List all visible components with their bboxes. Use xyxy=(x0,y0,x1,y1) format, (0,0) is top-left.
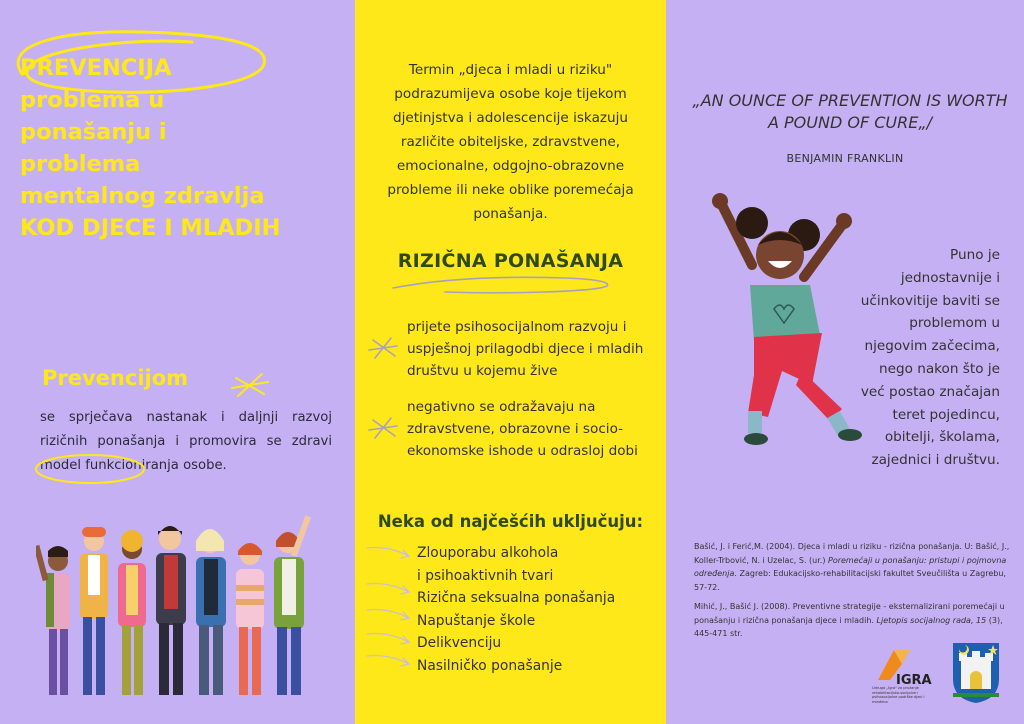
logo-text: IGRA xyxy=(896,673,932,688)
healthy-model-highlight: zdravi model xyxy=(40,434,332,473)
doodle-star-icon xyxy=(228,370,272,400)
quote-author: BENJAMIN FRANKLIN xyxy=(786,152,904,165)
risk-item: prijete psihosocijalnom razvoju i uspješnoj prilagodbi djece i mladih društvu u kojemu žive xyxy=(407,319,644,379)
prevention-text-part: funkcioniranja osobe. xyxy=(81,458,227,473)
jumping-girl-illustration xyxy=(692,185,872,485)
list-item: i psihoaktivnih tvari xyxy=(417,567,554,584)
list-item: Napuštanje škole xyxy=(417,612,536,629)
risk-item: negativno se odražavaju na zdravstvene, obrazovne i socio-ekonomske ishode u odrasloj dobi xyxy=(407,399,638,459)
main-title xyxy=(20,52,350,244)
highlight-oval xyxy=(32,451,150,487)
common-behaviours-heading: Neka od najčešćih uključuju: xyxy=(377,512,644,531)
list-item: Rizična seksualna ponašanja xyxy=(417,590,616,606)
group-of-people-illustration xyxy=(36,505,326,715)
left-panel xyxy=(0,0,355,724)
risk-behaviours-heading: RIZIČNA PONAŠANJA xyxy=(397,250,624,272)
intro-text: Termin „djeca i mladi u riziku" podrazumijeva osobe koje tijekom djetinjstva i adolescencije iskazuju različite obiteljske, zdravstvene, emocionalne, odgojno-obrazovne probleme ili neke oblike poremećaja ponašanja. xyxy=(387,62,634,222)
list-item: Zlouporabu alkohola xyxy=(417,545,559,561)
title-line: mentalnog zdravlja xyxy=(20,183,265,209)
arrow-doodles xyxy=(363,540,415,690)
reference-text: Bašić, J. i Ferić,M. (2004). Djeca i mladi u riziku - rizična ponašanja. U: Bašić, J., Koller-Trbović, N. i Uzelac, S. (ur.) xyxy=(694,542,1010,565)
reference-title: Ljetopis socijalnog rada, 15 xyxy=(876,615,987,625)
underline-squiggle xyxy=(385,268,625,298)
right-panel xyxy=(666,0,1024,724)
prevention-heading: Prevencijom xyxy=(42,366,189,390)
title-line: KOD DJECE I MLADIH xyxy=(20,215,281,241)
title-line: problema xyxy=(20,151,141,177)
title-line: problema u xyxy=(20,87,165,113)
reference-title: Poremećaji u ponašanju: pristupi i pojmovna određenja xyxy=(694,555,1007,578)
side-text: Puno je jednostavnije i učinkovitije baviti se problemom u njegovim začecima, nego nakon što je već postao značajan teret pojedincu, obitelji, školama, zajednici i društvu. xyxy=(860,247,1000,469)
reference-item xyxy=(694,600,1010,641)
middle-panel xyxy=(355,0,666,724)
reference-text: (3), 445-471 str. xyxy=(694,615,1003,638)
list-item: Delikvenciju xyxy=(417,635,502,651)
title-line: ponašanju i xyxy=(20,119,167,145)
doodle-star-icon xyxy=(367,334,399,362)
reference-item xyxy=(694,540,1010,594)
title-line: PREVENCIJA xyxy=(20,55,172,81)
prevention-text-part: se sprječava nastanak i daljnji razvoj rizičnih ponašanja i promovira se xyxy=(40,410,332,449)
list-item: Nasilničko ponašanje xyxy=(417,657,563,674)
igra-logo xyxy=(870,646,936,688)
logo-caption: Udruga „Igra" za pružanje rehabilitacijsko-socijalne i psihosocijalne podrške djeci i mladima xyxy=(872,686,925,704)
references xyxy=(694,540,1010,647)
reference-text: Mihić, J., Bašić J. (2008). Preventivne strategije - eksternalizirani poremećaji u ponašanju i rizična ponašanja djece i mladih. xyxy=(694,602,1005,625)
reference-text: . Zagreb: Edukacijsko-rehabilitacijski fakultet Sveučilišta u Zagrebu, 57-72. xyxy=(694,569,1006,592)
city-crest-icon xyxy=(951,641,1001,705)
doodle-star-icon xyxy=(367,414,399,442)
common-behaviours-list xyxy=(417,542,615,677)
quote: „AN OUNCE OF PREVENTION IS WORTH A POUND OF CURE„/ xyxy=(692,91,1008,132)
